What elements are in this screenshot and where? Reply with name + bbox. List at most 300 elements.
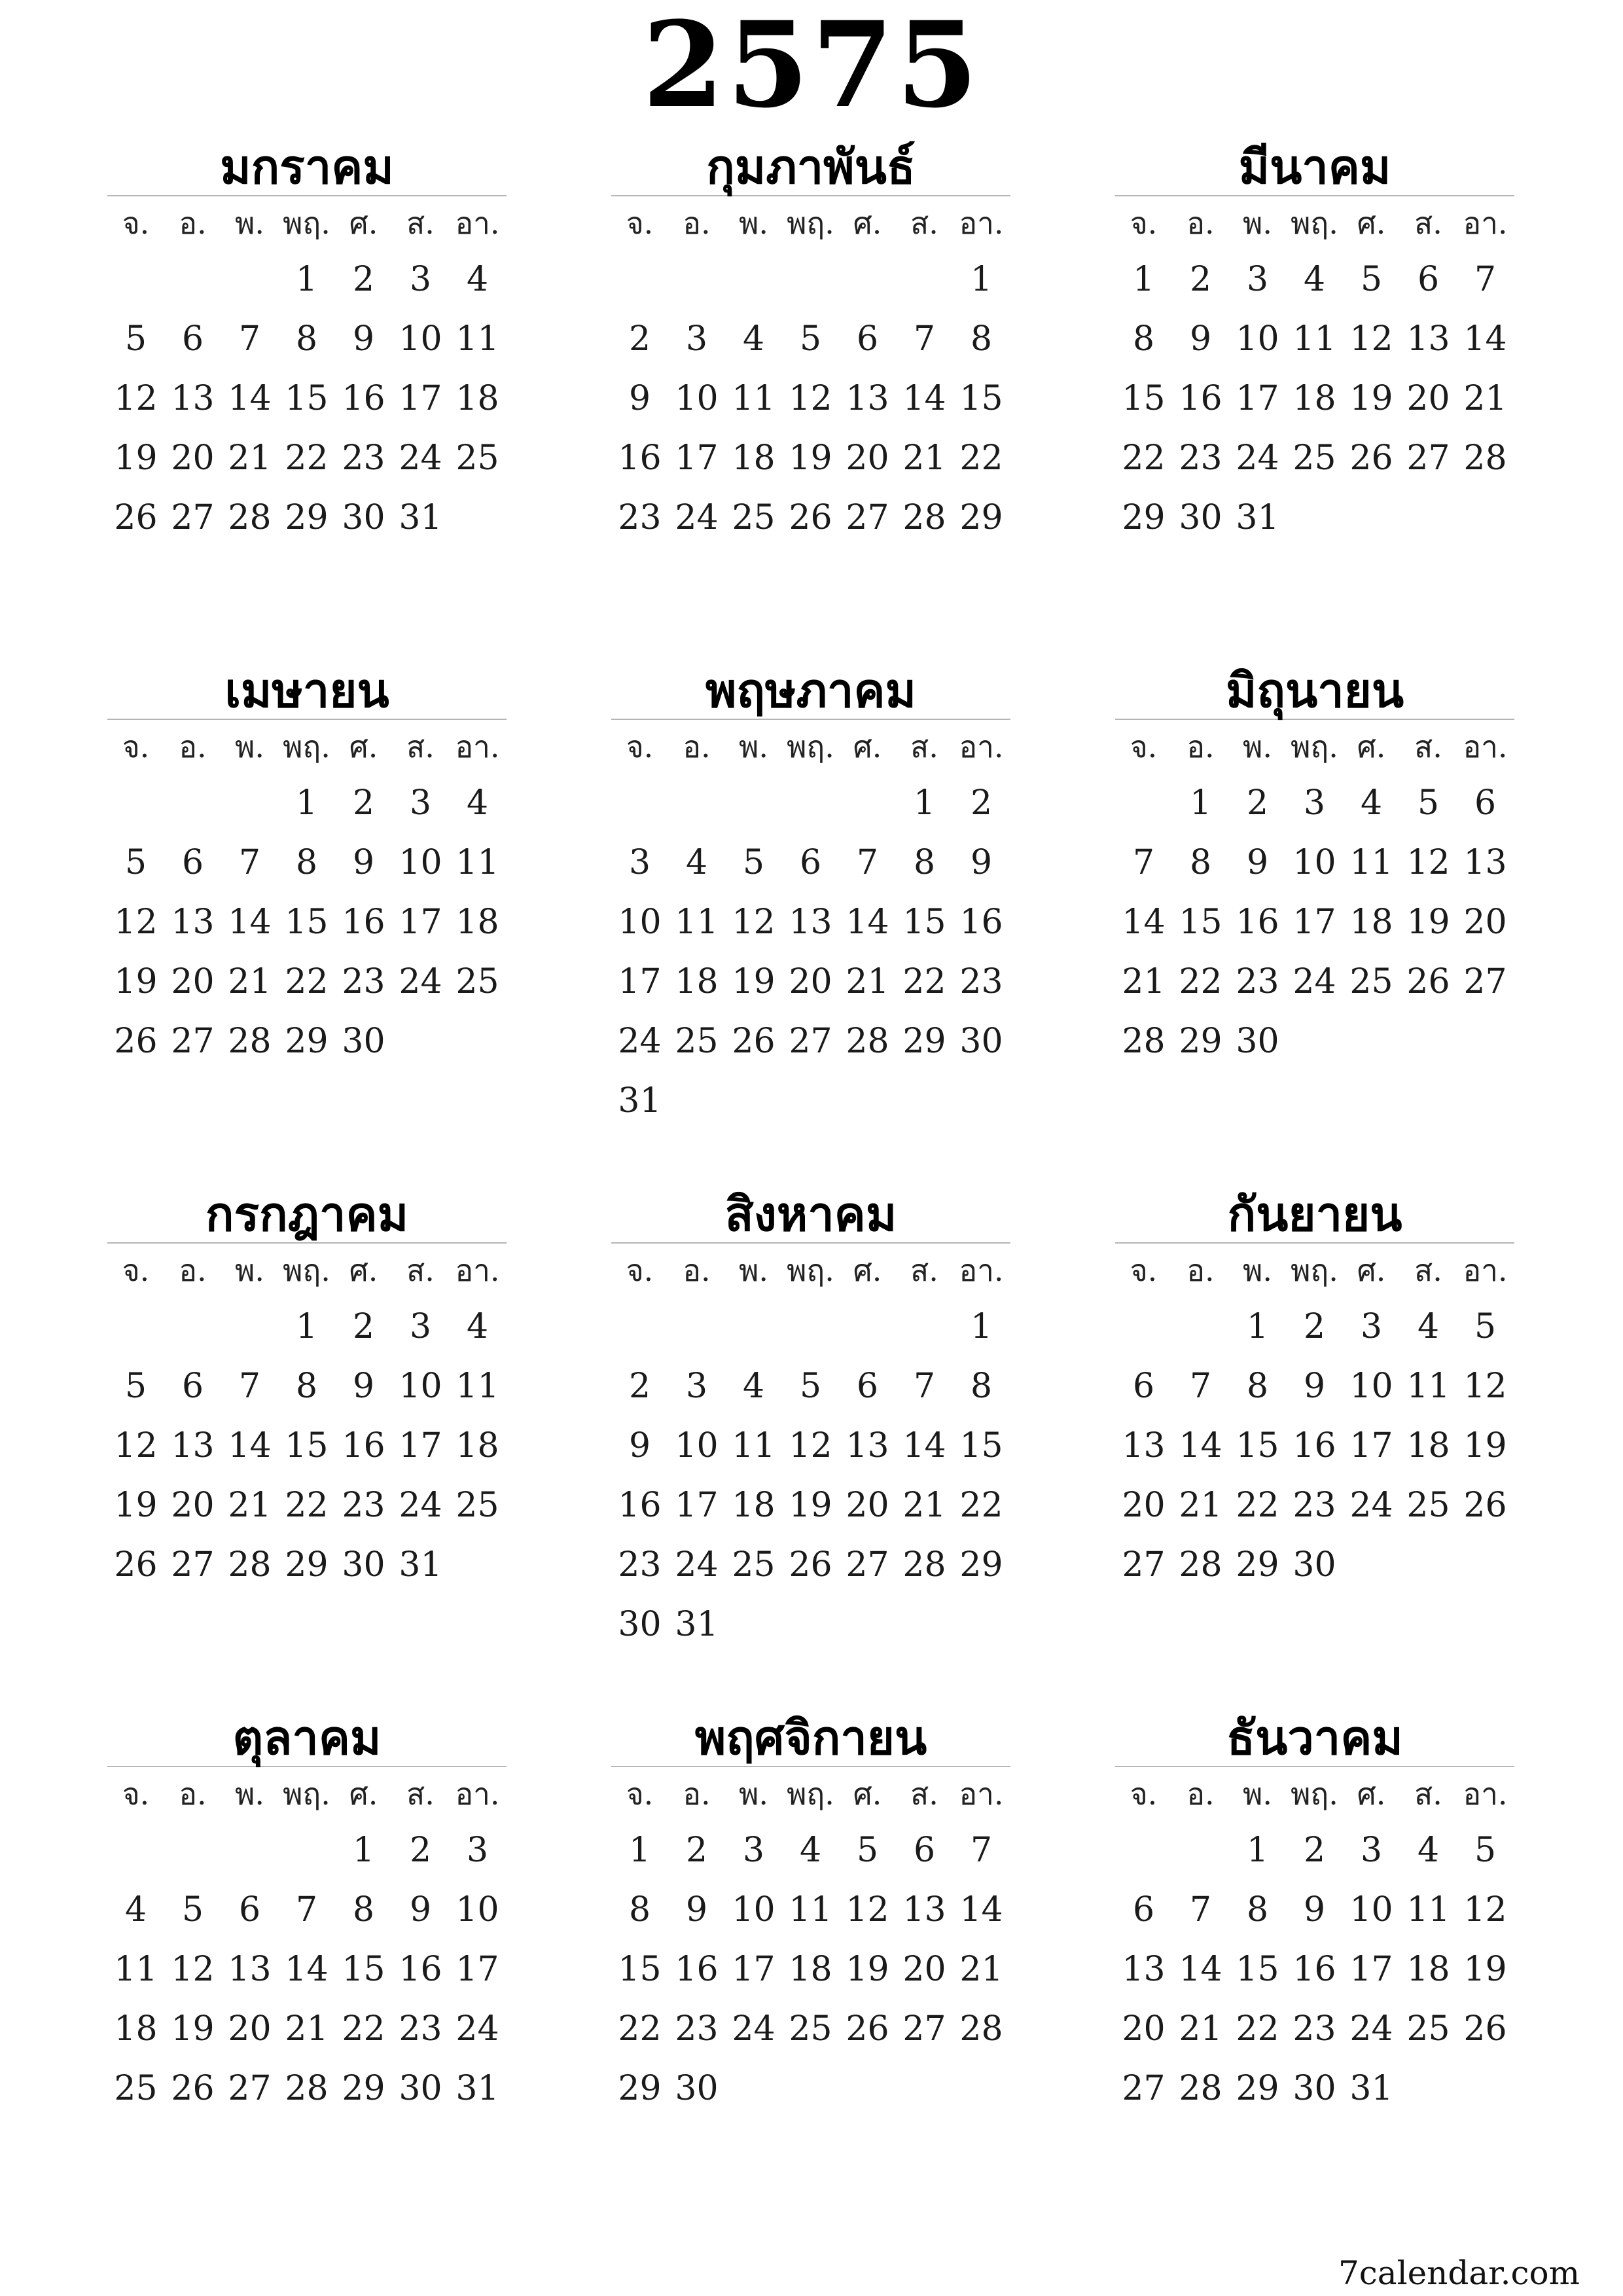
weekday-label: จ. (626, 205, 654, 241)
day-cell: 8 (295, 1367, 318, 1406)
day-cell: 21 (1122, 962, 1166, 1001)
weekday-label: ศ. (349, 1776, 378, 1812)
weekday-label: พ. (235, 728, 264, 764)
day-cell: 19 (114, 1486, 158, 1525)
day-cell: 18 (455, 1426, 499, 1465)
day-cell: 12 (1463, 1367, 1507, 1406)
month-name: เมษายน (224, 663, 389, 718)
day-cell: 23 (618, 498, 662, 537)
day-cell: 13 (846, 379, 889, 418)
day-cell: 30 (342, 498, 385, 537)
day-grid (107, 774, 507, 1071)
footer-brand[interactable]: 7calendar.com (1338, 2254, 1580, 2292)
day-cell: 28 (846, 1022, 889, 1061)
day-cell: 10 (399, 843, 442, 882)
day-cell: 17 (399, 903, 442, 942)
day-cell: 19 (789, 439, 832, 478)
day-cell: 5 (1474, 1831, 1497, 1870)
day-cell: 18 (455, 903, 499, 942)
day-cell: 2 (970, 783, 993, 823)
day-cell: 13 (1122, 1426, 1166, 1465)
day-cell: 7 (1132, 843, 1155, 882)
day-cell: 13 (846, 1426, 889, 1465)
day-cell: 31 (1236, 498, 1279, 537)
day-cell: 9 (628, 1426, 651, 1465)
day-cell: 23 (1293, 1486, 1336, 1525)
day-cell: 9 (685, 1890, 708, 1929)
day-cell: 30 (675, 2069, 719, 2108)
day-cell: 4 (1360, 783, 1383, 823)
day-cell: 19 (732, 962, 776, 1001)
weekday-label: ศ. (853, 1776, 882, 1812)
month-block (611, 662, 1010, 1131)
day-cell: 9 (628, 379, 651, 418)
weekday-label: อ. (179, 1776, 207, 1812)
day-cell: 11 (732, 1426, 776, 1465)
day-cell: 28 (902, 498, 946, 537)
day-cell: 22 (959, 439, 1003, 478)
day-cell: 31 (455, 2069, 499, 2108)
weekday-header-row (611, 196, 1010, 250)
day-cell: 24 (1293, 962, 1336, 1001)
day-cell: 7 (1189, 1367, 1212, 1406)
day-cell: 11 (1406, 1890, 1450, 1929)
day-cell: 29 (1236, 1545, 1279, 1585)
weekday-label: พฤ. (1291, 1776, 1338, 1812)
day-cell: 23 (959, 962, 1003, 1001)
day-cell: 17 (675, 439, 719, 478)
day-cell: 25 (789, 2009, 832, 2049)
day-cell: 12 (114, 1426, 158, 1465)
day-cell: 18 (1349, 903, 1393, 942)
weekday-label: ศ. (853, 728, 882, 764)
month-block (1115, 1186, 1514, 1595)
weekday-label: พฤ. (1291, 728, 1338, 764)
day-cell: 12 (171, 1950, 215, 1989)
weekday-label: จ. (626, 1776, 654, 1812)
day-cell: 1 (913, 783, 936, 823)
day-cell: 30 (1179, 498, 1222, 537)
day-cell: 22 (285, 439, 329, 478)
weekday-label: พฤ. (283, 205, 330, 241)
weekday-label: อา. (455, 1252, 500, 1288)
day-cell: 22 (1236, 2009, 1279, 2049)
weekday-label: อ. (1186, 205, 1215, 241)
day-cell: 16 (342, 379, 385, 418)
day-cell: 25 (455, 439, 499, 478)
day-cell: 31 (675, 1605, 719, 1644)
month-name: พฤศจิกายน (694, 1710, 927, 1765)
day-cell: 19 (1463, 1426, 1507, 1465)
day-cell: 27 (789, 1022, 832, 1061)
day-cell: 25 (1406, 1486, 1450, 1525)
day-cell: 23 (342, 439, 385, 478)
weekday-header-row (611, 1767, 1010, 1821)
day-cell: 29 (959, 498, 1003, 537)
day-cell: 11 (732, 379, 776, 418)
weekday-label: ส. (406, 205, 435, 241)
day-cell: 26 (789, 498, 832, 537)
day-cell: 15 (1236, 1950, 1279, 1989)
day-cell: 17 (1349, 1426, 1393, 1465)
day-cell: 29 (1179, 1022, 1222, 1061)
weekday-label: พ. (739, 728, 768, 764)
day-cell: 29 (285, 498, 329, 537)
day-cell: 19 (1406, 903, 1450, 942)
day-cell: 14 (1463, 319, 1507, 359)
month-name: มีนาคม (1238, 139, 1391, 194)
day-cell: 12 (114, 903, 158, 942)
day-cell: 25 (1406, 2009, 1450, 2049)
weekday-label: อ. (1186, 1776, 1215, 1812)
day-cell: 16 (399, 1950, 442, 1989)
day-cell: 20 (1122, 1486, 1166, 1525)
day-cell: 7 (1189, 1890, 1212, 1929)
day-cell: 6 (1474, 783, 1497, 823)
weekday-label: ส. (406, 1252, 435, 1288)
day-cell: 20 (171, 1486, 215, 1525)
weekday-label: ส. (1414, 1252, 1442, 1288)
day-cell: 18 (675, 962, 719, 1001)
day-cell: 20 (171, 962, 215, 1001)
day-cell: 2 (352, 1307, 375, 1346)
day-cell: 19 (114, 962, 158, 1001)
day-cell: 4 (685, 843, 708, 882)
day-cell: 21 (285, 2009, 329, 2049)
day-cell: 23 (618, 1545, 662, 1585)
weekday-label: ส. (910, 1776, 938, 1812)
weekday-label: พ. (739, 1776, 768, 1812)
weekday-header-row (1115, 720, 1514, 774)
day-cell: 4 (1417, 1831, 1440, 1870)
day-cell: 28 (228, 1545, 272, 1585)
weekday-label: อ. (179, 728, 207, 764)
day-cell: 13 (1122, 1950, 1166, 1989)
day-grid (1115, 1821, 1514, 2119)
day-cell: 31 (399, 498, 442, 537)
day-cell: 27 (1122, 2069, 1166, 2108)
day-cell: 6 (1417, 260, 1440, 299)
day-cell: 7 (970, 1831, 993, 1870)
day-cell: 20 (846, 439, 889, 478)
day-cell: 21 (228, 962, 272, 1001)
month-block (107, 662, 507, 1071)
day-cell: 11 (1293, 319, 1336, 359)
weekday-label: พฤ. (787, 1776, 834, 1812)
day-cell: 1 (295, 1307, 318, 1346)
day-cell: 15 (285, 379, 329, 418)
month-block (107, 1186, 507, 1595)
day-cell: 8 (1246, 1367, 1269, 1406)
day-cell: 30 (1293, 1545, 1336, 1585)
day-cell: 28 (285, 2069, 329, 2108)
month-name: กุมภาพันธ์ (706, 139, 916, 194)
day-cell: 4 (742, 1367, 765, 1406)
day-grid (1115, 1297, 1514, 1595)
day-cell: 2 (628, 319, 651, 359)
day-cell: 24 (399, 1486, 442, 1525)
day-cell: 25 (732, 1545, 776, 1585)
day-cell: 30 (1236, 1022, 1279, 1061)
weekday-label: พฤ. (787, 728, 834, 764)
day-cell: 14 (1122, 903, 1166, 942)
day-cell: 7 (1474, 260, 1497, 299)
day-cell: 19 (789, 1486, 832, 1525)
day-cell: 15 (1179, 903, 1222, 942)
day-cell: 3 (1360, 1307, 1383, 1346)
day-cell: 20 (1122, 2009, 1166, 2049)
day-cell: 8 (1189, 843, 1212, 882)
day-cell: 26 (171, 2069, 215, 2108)
day-cell: 2 (1189, 260, 1212, 299)
day-cell: 27 (171, 1022, 215, 1061)
day-cell: 31 (1349, 2069, 1393, 2108)
day-cell: 24 (1349, 2009, 1393, 2049)
weekday-label: พฤ. (283, 728, 330, 764)
weekday-label: อ. (683, 728, 711, 764)
day-cell: 15 (959, 1426, 1003, 1465)
day-cell: 24 (618, 1022, 662, 1061)
day-cell: 1 (970, 1307, 993, 1346)
day-cell: 29 (618, 2069, 662, 2108)
day-cell: 21 (228, 439, 272, 478)
day-cell: 25 (675, 1022, 719, 1061)
day-cell: 10 (618, 903, 662, 942)
weekday-label: พ. (1243, 728, 1272, 764)
month-block (611, 1186, 1010, 1655)
day-cell: 13 (902, 1890, 946, 1929)
day-grid (107, 1297, 507, 1595)
day-cell: 15 (285, 1426, 329, 1465)
day-cell: 17 (399, 1426, 442, 1465)
day-cell: 6 (1132, 1367, 1155, 1406)
day-cell: 23 (1179, 439, 1222, 478)
day-cell: 4 (466, 260, 489, 299)
day-cell: 8 (352, 1890, 375, 1929)
weekday-label: อา. (959, 1776, 1004, 1812)
day-cell: 22 (902, 962, 946, 1001)
day-cell: 5 (856, 1831, 879, 1870)
day-cell: 29 (342, 2069, 385, 2108)
weekday-label: อ. (683, 1252, 711, 1288)
weekday-label: พ. (1243, 1776, 1272, 1812)
weekday-label: จ. (1130, 1252, 1158, 1288)
weekday-label: อา. (1463, 728, 1508, 764)
day-cell: 19 (1349, 379, 1393, 418)
day-cell: 30 (1293, 2069, 1336, 2108)
day-cell: 16 (342, 903, 385, 942)
day-cell: 18 (789, 1950, 832, 1989)
day-cell: 30 (618, 1605, 662, 1644)
day-cell: 12 (732, 903, 776, 942)
day-cell: 30 (959, 1022, 1003, 1061)
day-cell: 27 (902, 2009, 946, 2049)
day-cell: 28 (228, 1022, 272, 1061)
weekday-label: จ. (1130, 205, 1158, 241)
day-cell: 6 (856, 319, 879, 359)
day-cell: 20 (1406, 379, 1450, 418)
day-cell: 22 (1236, 1486, 1279, 1525)
day-cell: 6 (856, 1367, 879, 1406)
day-cell: 6 (181, 319, 204, 359)
day-cell: 13 (1463, 843, 1507, 882)
day-cell: 15 (618, 1950, 662, 1989)
weekday-label: พ. (235, 1776, 264, 1812)
day-cell: 12 (789, 379, 832, 418)
weekday-label: ส. (1414, 205, 1442, 241)
day-grid (1115, 774, 1514, 1071)
day-cell: 1 (295, 783, 318, 823)
day-cell: 19 (171, 2009, 215, 2049)
day-cell: 19 (1463, 1950, 1507, 1989)
weekday-label: ศ. (853, 1252, 882, 1288)
day-cell: 5 (124, 1367, 147, 1406)
day-cell: 17 (675, 1486, 719, 1525)
day-cell: 29 (1122, 498, 1166, 537)
day-cell: 1 (1132, 260, 1155, 299)
day-cell: 5 (124, 319, 147, 359)
day-cell: 18 (114, 2009, 158, 2049)
weekday-label: อา. (959, 728, 1004, 764)
day-cell: 23 (675, 2009, 719, 2049)
weekday-header-row (107, 1244, 507, 1297)
day-cell: 14 (285, 1950, 329, 1989)
weekday-label: ส. (910, 205, 938, 241)
day-grid (611, 1821, 1010, 2119)
day-grid (611, 1297, 1010, 1655)
day-cell: 21 (959, 1950, 1003, 1989)
day-cell: 3 (1246, 260, 1269, 299)
weekday-label: จ. (626, 728, 654, 764)
day-cell: 7 (238, 319, 261, 359)
day-cell: 23 (342, 1486, 385, 1525)
day-cell: 2 (628, 1367, 651, 1406)
day-cell: 21 (846, 962, 889, 1001)
day-cell: 6 (181, 843, 204, 882)
weekday-header-row (107, 1767, 507, 1821)
weekday-label: พฤ. (1291, 205, 1338, 241)
day-cell: 15 (902, 903, 946, 942)
day-cell: 24 (399, 439, 442, 478)
day-cell: 3 (409, 783, 432, 823)
weekday-label: พฤ. (283, 1252, 330, 1288)
day-cell: 5 (799, 1367, 822, 1406)
day-cell: 26 (114, 1022, 158, 1061)
day-cell: 20 (171, 439, 215, 478)
day-cell: 17 (399, 379, 442, 418)
day-cell: 26 (846, 2009, 889, 2049)
day-cell: 3 (685, 1367, 708, 1406)
day-cell: 19 (846, 1950, 889, 1989)
day-cell: 10 (399, 319, 442, 359)
day-cell: 7 (238, 843, 261, 882)
day-cell: 5 (124, 843, 147, 882)
month-block (611, 139, 1010, 548)
day-cell: 1 (628, 1831, 651, 1870)
month-name: กันยายน (1227, 1187, 1402, 1242)
day-cell: 10 (455, 1890, 499, 1929)
weekday-label: จ. (1130, 1776, 1158, 1812)
day-cell: 1 (295, 260, 318, 299)
day-cell: 12 (1463, 1890, 1507, 1929)
weekday-label: ศ. (349, 728, 378, 764)
day-cell: 5 (1417, 783, 1440, 823)
weekday-label: ส. (910, 1252, 938, 1288)
day-cell: 3 (409, 1307, 432, 1346)
day-cell: 16 (1293, 1426, 1336, 1465)
day-cell: 12 (846, 1890, 889, 1929)
day-cell: 16 (342, 1426, 385, 1465)
day-cell: 16 (618, 1486, 662, 1525)
day-cell: 5 (1474, 1307, 1497, 1346)
day-cell: 10 (1293, 843, 1336, 882)
day-cell: 21 (1179, 2009, 1222, 2049)
day-cell: 27 (171, 498, 215, 537)
day-cell: 26 (1463, 2009, 1507, 2049)
day-cell: 14 (228, 903, 272, 942)
day-cell: 9 (1189, 319, 1212, 359)
weekday-label: ส. (910, 728, 938, 764)
weekday-label: ส. (1414, 728, 1442, 764)
day-cell: 4 (466, 1307, 489, 1346)
day-cell: 9 (1303, 1890, 1326, 1929)
day-cell: 10 (1236, 319, 1279, 359)
day-cell: 13 (789, 903, 832, 942)
day-cell: 17 (1349, 1950, 1393, 1989)
day-cell: 6 (799, 843, 822, 882)
weekday-label: อา. (1463, 1252, 1508, 1288)
day-cell: 8 (1132, 319, 1155, 359)
day-cell: 4 (124, 1890, 147, 1929)
day-cell: 8 (295, 319, 318, 359)
day-cell: 2 (685, 1831, 708, 1870)
day-cell: 27 (846, 498, 889, 537)
day-cell: 27 (1406, 439, 1450, 478)
day-cell: 10 (399, 1367, 442, 1406)
day-cell: 20 (1463, 903, 1507, 942)
weekday-label: อ. (1186, 728, 1215, 764)
day-cell: 7 (238, 1367, 261, 1406)
weekday-label: อา. (455, 205, 500, 241)
day-cell: 22 (618, 2009, 662, 2049)
weekday-label: พ. (739, 1252, 768, 1288)
day-grid (1115, 250, 1514, 548)
day-cell: 24 (675, 1545, 719, 1585)
month-name: สิงหาคม (724, 1187, 897, 1242)
month-name: มิถุนายน (1225, 663, 1404, 718)
day-cell: 28 (959, 2009, 1003, 2049)
day-cell: 20 (228, 2009, 272, 2049)
weekday-label: จ. (122, 1776, 150, 1812)
weekday-header-row (611, 1244, 1010, 1297)
day-cell: 31 (399, 1545, 442, 1585)
day-cell: 28 (228, 498, 272, 537)
weekday-label: ศ. (853, 205, 882, 241)
day-cell: 11 (455, 319, 499, 359)
day-cell: 28 (1122, 1022, 1166, 1061)
day-cell: 18 (1406, 1426, 1450, 1465)
month-name: พฤษภาคม (705, 663, 917, 718)
day-cell: 11 (114, 1950, 158, 1989)
weekday-label: ส. (406, 728, 435, 764)
day-cell: 4 (799, 1831, 822, 1870)
weekday-label: ศ. (1357, 205, 1386, 241)
day-cell: 14 (1179, 1426, 1222, 1465)
day-cell: 22 (1122, 439, 1166, 478)
day-cell: 16 (675, 1950, 719, 1989)
day-cell: 8 (913, 843, 936, 882)
weekday-label: ศ. (1357, 1252, 1386, 1288)
